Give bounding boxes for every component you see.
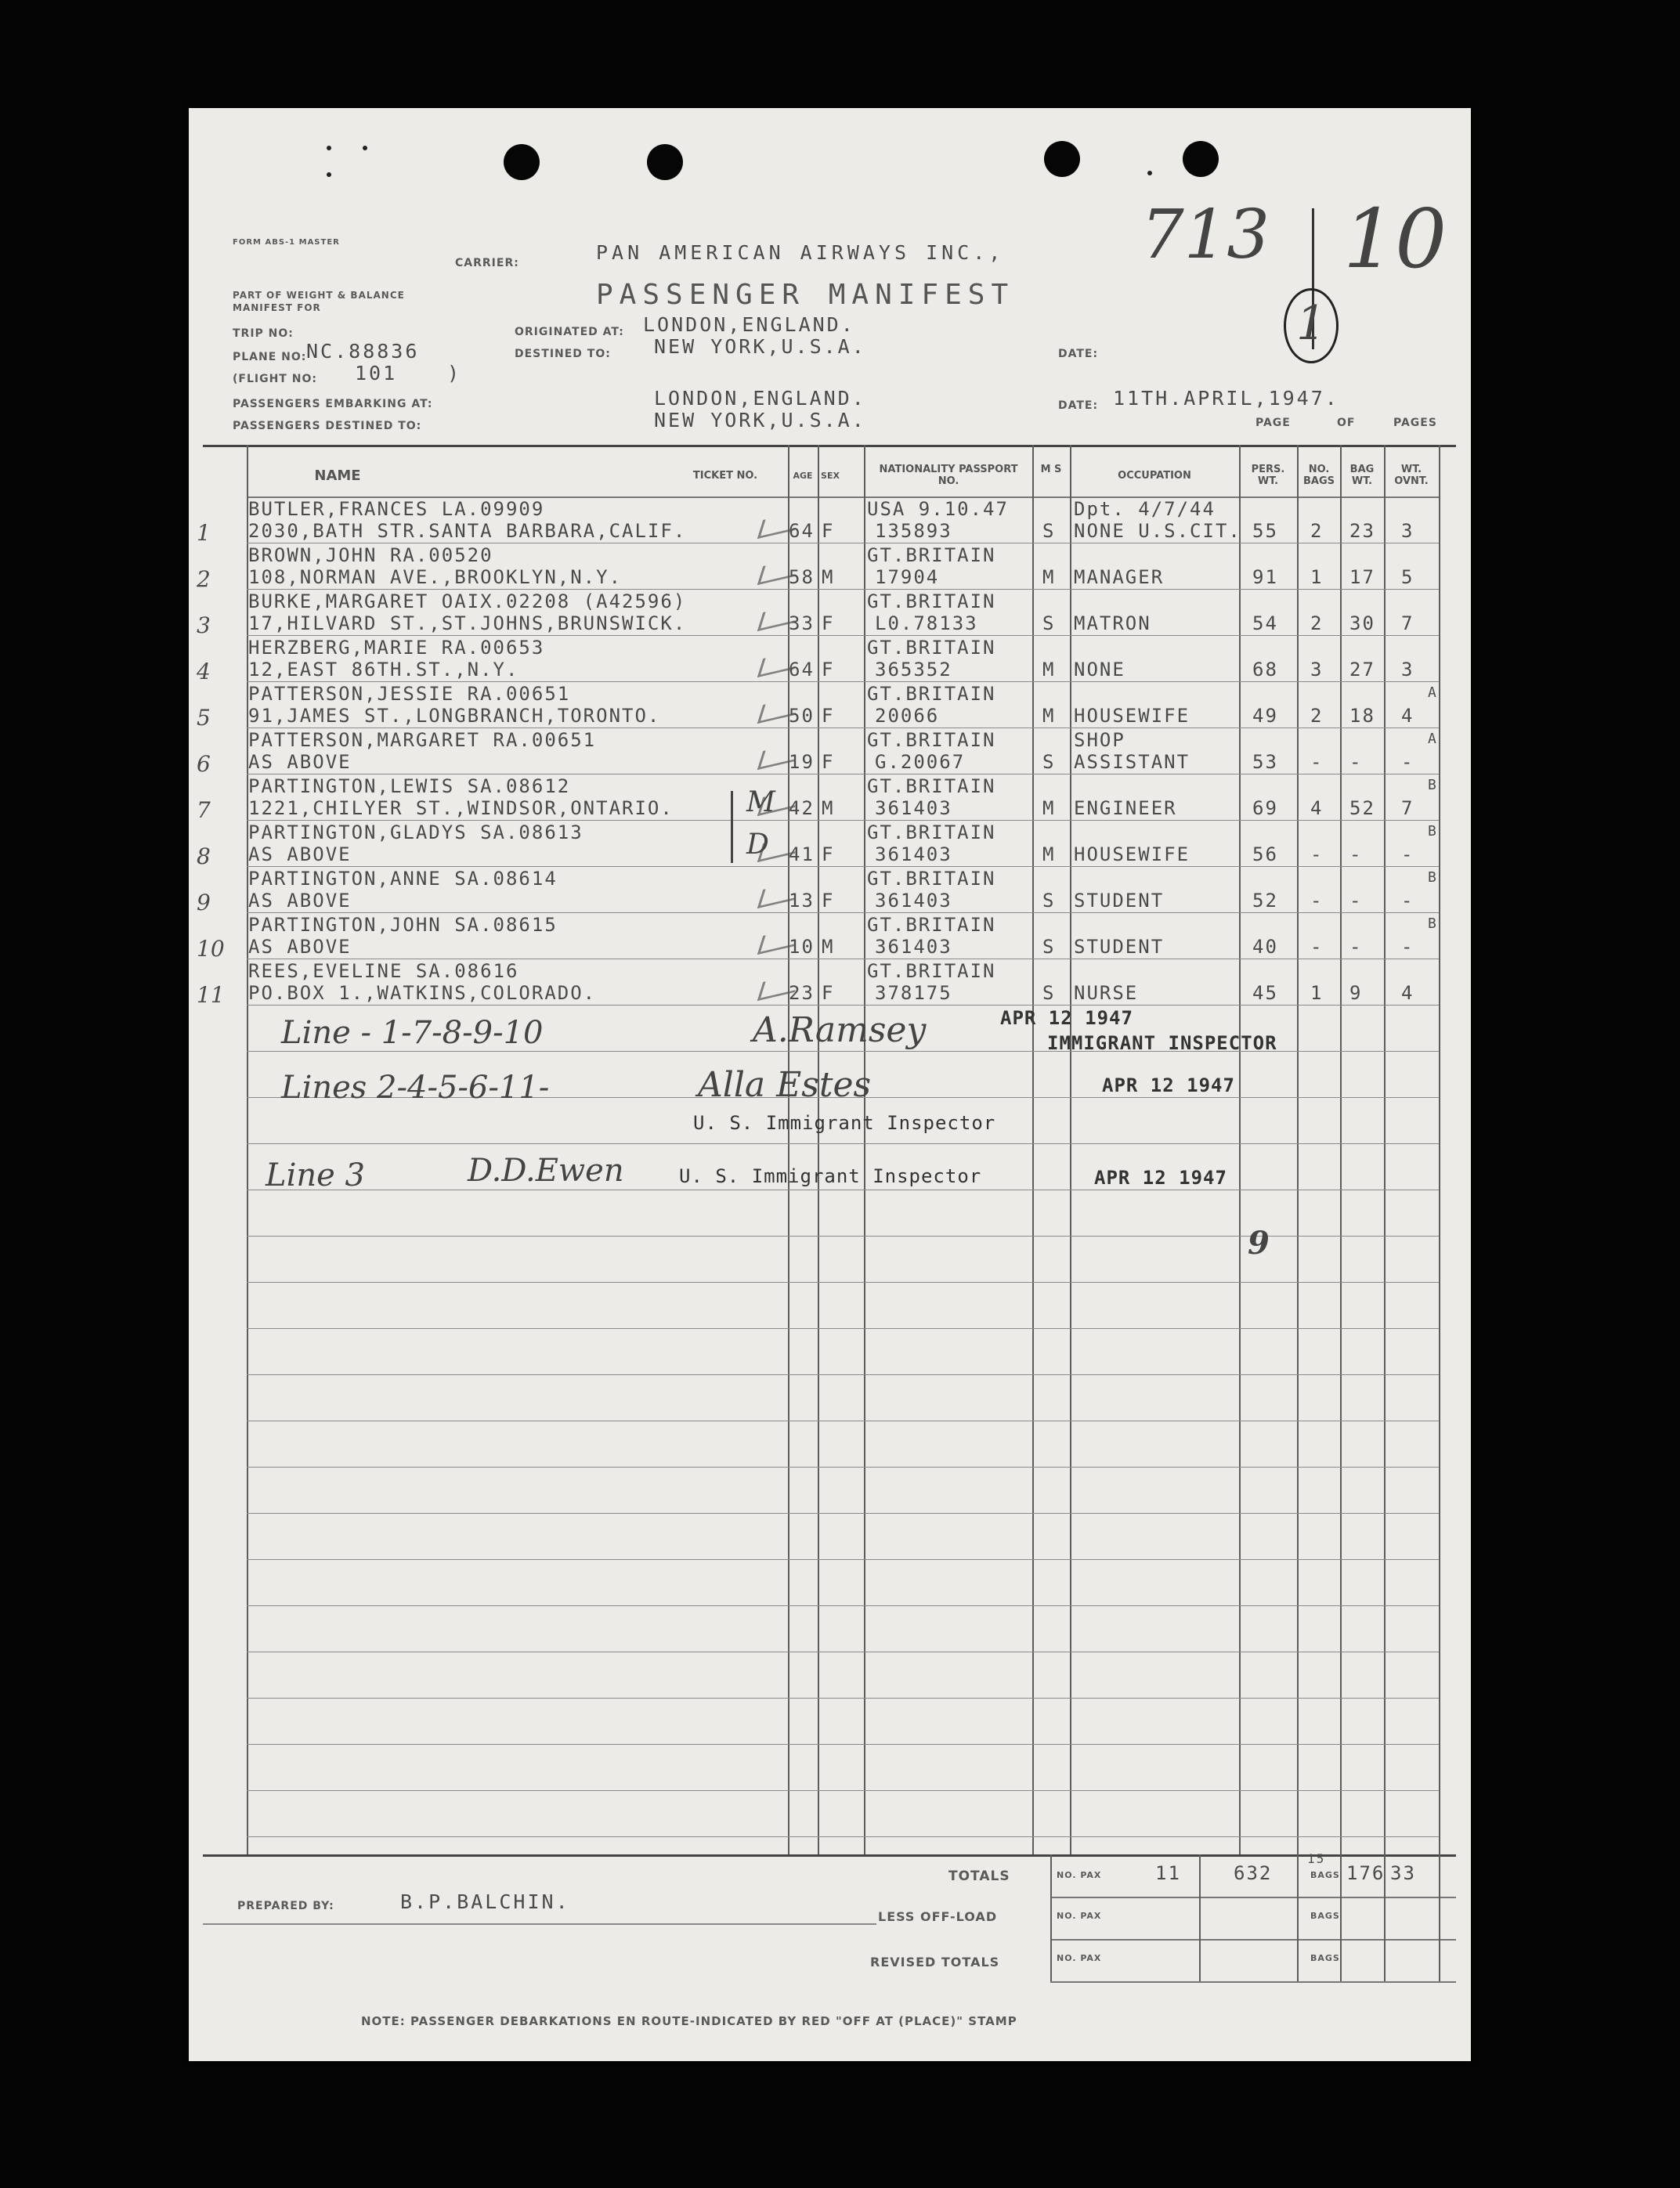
embarking-value: LONDON,ENGLAND.: [654, 387, 866, 410]
passenger-sex: F: [822, 843, 835, 865]
revised-no-pax-label: NO. PAX: [1057, 1953, 1102, 1963]
passenger-bags: -: [1310, 936, 1324, 958]
passenger-age: 50: [789, 705, 815, 727]
passenger-marital-status: S: [1042, 520, 1056, 542]
total-bags: 15: [1307, 1851, 1326, 1866]
pin-dot: [1147, 171, 1152, 175]
punch-hole: [647, 144, 683, 180]
passenger-bag-weight: 18: [1349, 705, 1375, 727]
passenger-marital-status: S: [1042, 612, 1056, 634]
carrier-label: CARRIER:: [455, 257, 519, 269]
passenger-nationality: GT.BRITAIN: [867, 960, 996, 982]
passenger-group-mark: A: [1428, 731, 1438, 747]
empty-row-divider: [247, 1467, 1439, 1468]
passenger-passport: G.20067: [875, 751, 966, 773]
passenger-occupation: HOUSEWIFE: [1074, 843, 1190, 865]
passenger-weight: 69: [1252, 797, 1278, 819]
punch-hole: [1183, 141, 1219, 177]
row-divider: [247, 1005, 1439, 1006]
destined-to-value: NEW YORK,U.S.A.: [654, 409, 866, 431]
passenger-sex: F: [822, 890, 835, 912]
footer-note: NOTE: PASSENGER DEBARKATIONS EN ROUTE-INDICATED BY RED "OFF AT (PLACE)" STAMP: [361, 2014, 1017, 2028]
passenger-name: PATTERSON,JESSIE RA.00651: [248, 683, 571, 705]
passenger-overnight-weight: -: [1401, 751, 1414, 773]
page-label: PAGE: [1255, 417, 1291, 429]
passenger-bags: 3: [1310, 659, 1324, 681]
passenger-age: 19: [789, 751, 815, 773]
col-divider: [1239, 445, 1241, 1854]
totals-row-line: [1050, 1897, 1456, 1898]
passenger-occupation: MATRON: [1074, 612, 1151, 634]
total-bag-weight: 176: [1346, 1862, 1386, 1884]
passenger-sex: F: [822, 982, 835, 1004]
originated-label: ORIGINATED AT:: [515, 326, 624, 338]
row-divider: [247, 866, 1439, 867]
passenger-sex: M: [822, 936, 835, 958]
offload-bags-label: BAGS: [1310, 1911, 1340, 1921]
row-number: 4: [197, 659, 211, 684]
passenger-overnight-weight: 4: [1401, 982, 1414, 1004]
row-divider: [247, 589, 1439, 590]
passenger-weight: 45: [1252, 982, 1278, 1004]
destined-value: NEW YORK,U.S.A.: [654, 335, 866, 358]
passenger-bag-weight: 30: [1349, 612, 1375, 634]
row-divider: [247, 912, 1439, 913]
col-ticket: TICKET NO.: [692, 470, 758, 482]
passenger-age: 33: [789, 612, 815, 634]
prepared-by-label: PREPARED BY:: [237, 1900, 334, 1912]
passenger-nationality: GT.BRITAIN: [867, 868, 996, 890]
passenger-bags: -: [1310, 843, 1324, 865]
passenger-name: BURKE,MARGARET OAIX.02208 (A42596): [248, 590, 687, 612]
passenger-occupation: HOUSEWIFE: [1074, 705, 1190, 727]
totals-col-divider: [1050, 1854, 1052, 1981]
handwritten-713: 713: [1141, 196, 1270, 274]
inspector-signature-1: A.Ramsey: [753, 1010, 927, 1050]
passenger-overnight-weight: 7: [1401, 797, 1414, 819]
bracket-stroke: [731, 791, 733, 863]
inspector-signature-3: D.D.Ewen: [468, 1153, 624, 1189]
passenger-bags: 2: [1310, 520, 1324, 542]
passenger-bags: 1: [1310, 982, 1324, 1004]
col-nationality: NATIONALITY PASSPORT NO.: [879, 464, 1018, 487]
passenger-bags: -: [1310, 890, 1324, 912]
passenger-address: AS ABOVE: [248, 890, 352, 912]
passenger-marital-status: S: [1042, 936, 1056, 958]
passenger-bags: -: [1310, 751, 1324, 773]
empty-row-divider: [247, 1836, 1439, 1837]
passenger-passport: 378175: [875, 982, 952, 1004]
passenger-occupation: NONE: [1074, 659, 1125, 681]
passenger-occupation: NONE U.S.CIT.: [1074, 520, 1241, 542]
passenger-age: 58: [789, 566, 815, 588]
passenger-passport: 135893: [875, 520, 952, 542]
passenger-address: PO.BOX 1.,WATKINS,COLORADO.: [248, 982, 597, 1004]
passenger-sex: F: [822, 705, 835, 727]
passenger-sex: M: [822, 797, 835, 819]
handwritten-9: 9: [1248, 1225, 1270, 1262]
table-top-border: [203, 445, 1456, 447]
passenger-bag-weight: -: [1349, 936, 1363, 958]
passenger-bags: 1: [1310, 566, 1324, 588]
inspection-line-3: Line 3: [266, 1157, 365, 1193]
col-divider: [1340, 445, 1342, 1854]
col-ms: M S: [1040, 464, 1062, 475]
passenger-occupation: MANAGER: [1074, 566, 1165, 588]
passenger-nationality: GT.BRITAIN: [867, 821, 996, 843]
totals-label: TOTALS: [948, 1868, 1010, 1884]
passenger-nationality: GT.BRITAIN: [867, 683, 996, 705]
revised-bags-label: BAGS: [1310, 1953, 1340, 1963]
embarking-label: PASSENGERS EMBARKING AT:: [233, 398, 433, 410]
originated-value: LONDON,ENGLAND.: [643, 313, 855, 336]
prepared-underline: [203, 1923, 876, 1925]
passenger-name: BUTLER,FRANCES LA.09909: [248, 498, 545, 520]
empty-row-divider: [247, 1559, 1439, 1560]
plane-no-value: NC.88836: [306, 340, 420, 363]
less-offload-label: LESS OFF-LOAD: [878, 1909, 998, 1924]
passenger-bag-weight: -: [1349, 890, 1363, 912]
passenger-name: PATTERSON,MARGARET RA.00651: [248, 729, 597, 751]
col-divider: [1070, 445, 1071, 1854]
passenger-weight: 56: [1252, 843, 1278, 865]
passenger-address: 17,HILVARD ST.,ST.JOHNS,BRUNSWICK.: [248, 612, 687, 634]
passenger-passport: 20066: [875, 705, 940, 727]
passenger-bags: 2: [1310, 612, 1324, 634]
passenger-weight: 49: [1252, 705, 1278, 727]
empty-row-divider: [247, 1744, 1439, 1745]
passenger-nationality: GT.BRITAIN: [867, 590, 996, 612]
inspection-line-1: Line - 1-7-8-9-10: [281, 1015, 544, 1051]
passenger-bag-weight: 17: [1349, 566, 1375, 588]
passenger-marital-status: S: [1042, 751, 1056, 773]
passenger-weight: 40: [1252, 936, 1278, 958]
passenger-weight: 54: [1252, 612, 1278, 634]
row-number: 2: [197, 566, 211, 592]
passenger-sex: F: [822, 520, 835, 542]
row-number: 10: [197, 936, 225, 962]
passenger-occupation: NURSE: [1074, 982, 1139, 1004]
prepared-by-value: B.P.BALCHIN.: [400, 1890, 570, 1913]
passenger-group-mark: B: [1428, 777, 1438, 793]
col-occupation: OCCUPATION: [1118, 470, 1191, 482]
col-wt-ovnt: WT. OVNT.: [1394, 464, 1429, 487]
bracket-mark-d: D: [746, 829, 769, 861]
row-number: 6: [197, 751, 211, 777]
passenger-name: BROWN,JOHN RA.00520: [248, 544, 493, 566]
passenger-marital-status: M: [1042, 659, 1056, 681]
col-bag-wt: BAG WT.: [1349, 464, 1375, 487]
passenger-nationality: GT.BRITAIN: [867, 544, 996, 566]
col-sex: SEX: [821, 471, 840, 481]
passenger-occupation: ENGINEER: [1074, 797, 1177, 819]
row-number: 8: [197, 843, 211, 869]
passenger-address: 2030,BATH STR.SANTA BARBARA,CALIF.: [248, 520, 687, 542]
row-divider: [247, 820, 1439, 821]
totals-col-divider: [1340, 1854, 1342, 1981]
of-label: OF: [1337, 417, 1356, 429]
passenger-nationality: GT.BRITAIN: [867, 775, 996, 797]
col-divider: [864, 445, 865, 1854]
totals-row-line: [1050, 1981, 1456, 1983]
passenger-passport: 17904: [875, 566, 940, 588]
passenger-passport: L0.78133: [875, 612, 978, 634]
part-of-label: PART OF WEIGHT & BALANCE: [233, 290, 405, 301]
passenger-nationality: GT.BRITAIN: [867, 914, 996, 936]
passenger-weight: 52: [1252, 890, 1278, 912]
passenger-sex: F: [822, 751, 835, 773]
stamp-title-2: U. S. Immigrant Inspector: [693, 1112, 996, 1134]
passenger-overnight-weight: -: [1401, 843, 1414, 865]
passenger-occupation: ASSISTANT: [1074, 751, 1190, 773]
passenger-weight: 53: [1252, 751, 1278, 773]
date-label: DATE:: [1058, 348, 1099, 360]
passenger-age: 23: [789, 982, 815, 1004]
passenger-overnight-weight: -: [1401, 936, 1414, 958]
col-age: AGE: [793, 471, 813, 481]
passenger-name: HERZBERG,MARIE RA.00653: [248, 637, 545, 659]
passenger-address: AS ABOVE: [248, 843, 352, 865]
row-number: 5: [197, 705, 211, 731]
col-pers-wt: PERS. WT.: [1251, 464, 1285, 487]
empty-row-divider: [247, 1374, 1439, 1375]
passenger-group-mark: B: [1428, 869, 1438, 886]
passenger-occupation-line1: SHOP: [1074, 729, 1125, 751]
passenger-name: PARTINGTON,GLADYS SA.08613: [248, 821, 583, 843]
passenger-name: PARTINGTON,LEWIS SA.08612: [248, 775, 571, 797]
totals-col-divider: [1199, 1854, 1201, 1981]
passenger-bag-weight: 27: [1349, 659, 1375, 681]
manifest-page: [189, 108, 1471, 2061]
empty-row-divider: [247, 1143, 1439, 1144]
flight-no-label: (FLIGHT NO:: [233, 373, 317, 385]
col-no-bags: NO. BAGS: [1302, 464, 1335, 487]
manifest-for-label: MANIFEST FOR: [233, 302, 321, 313]
passenger-weight: 91: [1252, 566, 1278, 588]
col-divider: [1032, 445, 1034, 1854]
passenger-group-mark: B: [1428, 915, 1438, 932]
stamp-title-3: U. S. Immigrant Inspector: [679, 1165, 982, 1187]
passenger-bag-weight: -: [1349, 751, 1363, 773]
passenger-nationality: GT.BRITAIN: [867, 729, 996, 751]
passenger-address: 1221,CHILYER ST.,WINDSOR,ONTARIO.: [248, 797, 674, 819]
table-right-border: [1439, 445, 1440, 1854]
pin-dot: [363, 146, 367, 150]
revised-totals-label: REVISED TOTALS: [870, 1955, 1000, 1970]
empty-row-divider: [247, 1282, 1439, 1283]
punch-hole: [504, 144, 540, 180]
totals-no-pax-label: NO. PAX: [1057, 1870, 1102, 1880]
totals-row-line: [1050, 1939, 1456, 1941]
passenger-marital-status: S: [1042, 890, 1056, 912]
total-pax: 11: [1155, 1862, 1181, 1884]
passenger-passport: 361403: [875, 797, 952, 819]
empty-row-divider: [247, 1328, 1439, 1329]
col-divider: [1384, 445, 1386, 1854]
manifest-title: PASSENGER MANIFEST: [596, 279, 1015, 311]
empty-row-divider: [247, 1605, 1439, 1606]
passenger-name: PARTINGTON,JOHN SA.08615: [248, 914, 558, 936]
flight-paren: ): [447, 362, 462, 385]
empty-row-divider: [247, 1513, 1439, 1514]
col-divider: [818, 445, 819, 1854]
passenger-marital-status: M: [1042, 705, 1056, 727]
passenger-bag-weight: 23: [1349, 520, 1375, 542]
destined-label: DESTINED TO:: [515, 348, 611, 360]
passenger-address: 108,NORMAN AVE.,BROOKLYN,N.Y.: [248, 566, 623, 588]
passenger-occupation: STUDENT: [1074, 890, 1165, 912]
passenger-passport: 361403: [875, 843, 952, 865]
passenger-age: 42: [789, 797, 815, 819]
passenger-age: 10: [789, 936, 815, 958]
inspection-line-2: Lines 2-4-5-6-11-: [281, 1070, 550, 1106]
plane-no-label: PLANE NO:: [233, 351, 307, 363]
total-overnight-weight: 33: [1390, 1862, 1416, 1884]
passenger-marital-status: M: [1042, 566, 1056, 588]
carrier-value: PAN AMERICAN AIRWAYS INC.,: [596, 241, 1005, 264]
row-number: 9: [197, 890, 211, 915]
passenger-weight: 55: [1252, 520, 1278, 542]
passenger-overnight-weight: 3: [1401, 520, 1414, 542]
row-number: 7: [197, 797, 211, 823]
totals-col-divider: [1439, 1854, 1440, 1981]
passenger-name: REES,EVELINE SA.08616: [248, 960, 519, 982]
form-number: FORM ABS-1 MASTER: [233, 238, 340, 247]
passenger-age: 64: [789, 659, 815, 681]
passenger-age: 13: [789, 890, 815, 912]
passenger-sex: F: [822, 659, 835, 681]
row-divider: [247, 635, 1439, 636]
date2-label: DATE:: [1058, 399, 1099, 412]
passenger-bag-weight: 52: [1349, 797, 1375, 819]
passenger-group-mark: A: [1428, 684, 1438, 701]
passenger-age: 41: [789, 843, 815, 865]
passenger-occupation-line1: Dpt. 4/7/44: [1074, 498, 1216, 520]
passenger-overnight-weight: 7: [1401, 612, 1414, 634]
stamp-title-1: IMMIGRANT INSPECTOR: [1047, 1032, 1277, 1054]
punch-hole: [1044, 141, 1080, 177]
passenger-sex: M: [822, 566, 835, 588]
passenger-address: AS ABOVE: [248, 751, 352, 773]
row-divider: [247, 681, 1439, 682]
destined-to-label: PASSENGERS DESTINED TO:: [233, 420, 422, 432]
passenger-nationality: USA 9.10.47: [867, 498, 1009, 520]
passenger-marital-status: M: [1042, 843, 1056, 865]
passenger-overnight-weight: 5: [1401, 566, 1414, 588]
passenger-sex: F: [822, 612, 835, 634]
empty-row-divider: [247, 1790, 1439, 1791]
passenger-passport: 365352: [875, 659, 952, 681]
pages-label: PAGES: [1393, 417, 1437, 429]
col-name: NAME: [314, 468, 361, 484]
date2-value: 11TH.APRIL,1947.: [1113, 387, 1339, 410]
pin-dot: [327, 146, 331, 150]
flight-no-value: 101: [355, 362, 398, 385]
row-number: 1: [197, 520, 211, 546]
passenger-marital-status: M: [1042, 797, 1056, 819]
totals-col-divider: [1297, 1854, 1299, 1981]
stamp-date-3: APR 12 1947: [1094, 1167, 1227, 1189]
passenger-nationality: GT.BRITAIN: [867, 637, 996, 659]
passenger-bags: 4: [1310, 797, 1324, 819]
passenger-bag-weight: -: [1349, 843, 1363, 865]
passenger-passport: 361403: [875, 890, 952, 912]
passenger-overnight-weight: -: [1401, 890, 1414, 912]
passenger-overnight-weight: 3: [1401, 659, 1414, 681]
passenger-bags: 2: [1310, 705, 1324, 727]
table-bottom-border: [203, 1854, 1456, 1857]
passenger-overnight-weight: 4: [1401, 705, 1414, 727]
passenger-passport: 361403: [875, 936, 952, 958]
passenger-age: 64: [789, 520, 815, 542]
bracket-mark-m: M: [746, 786, 775, 818]
pin-dot: [327, 172, 331, 177]
handwritten-10: 10: [1343, 191, 1447, 287]
row-number: 3: [197, 612, 211, 638]
col-divider: [1297, 445, 1299, 1854]
empty-row-divider: [247, 1698, 1439, 1699]
stamp-date-1: APR 12 1947: [1000, 1007, 1133, 1029]
passenger-occupation: STUDENT: [1074, 936, 1165, 958]
total-weight: 632: [1234, 1862, 1273, 1884]
stamp-date-2: APR 12 1947: [1102, 1074, 1235, 1096]
totals-bags-label: BAGS: [1310, 1870, 1340, 1880]
passenger-name: PARTINGTON,ANNE SA.08614: [248, 868, 558, 890]
row-number: 11: [197, 982, 225, 1008]
passenger-bag-weight: 9: [1349, 982, 1363, 1004]
inspector-signature-2: Alla Estes: [698, 1065, 872, 1105]
offload-no-pax-label: NO. PAX: [1057, 1911, 1102, 1921]
passenger-address: 12,EAST 86TH.ST.,N.Y.: [248, 659, 519, 681]
passenger-weight: 68: [1252, 659, 1278, 681]
circled-number: 1: [1296, 296, 1327, 351]
passenger-address: 91,JAMES ST.,LONGBRANCH,TORONTO.: [248, 705, 661, 727]
passenger-group-mark: B: [1428, 823, 1438, 839]
passenger-address: AS ABOVE: [248, 936, 352, 958]
trip-no-label: TRIP NO:: [233, 327, 294, 340]
passenger-marital-status: S: [1042, 982, 1056, 1004]
